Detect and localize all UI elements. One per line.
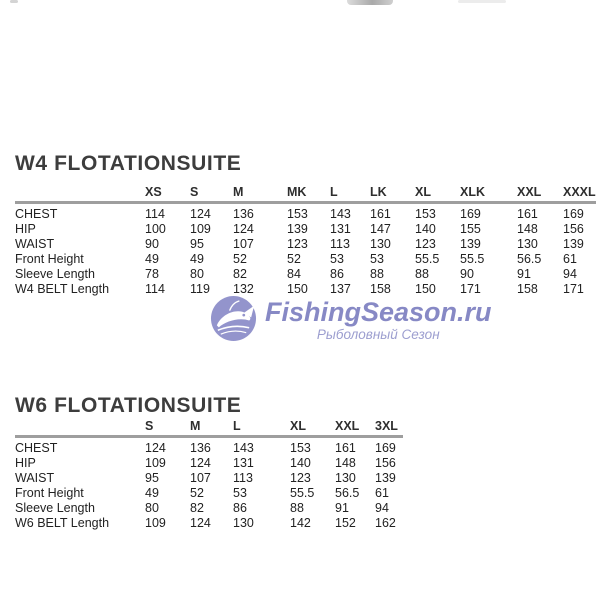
measurement-value: 82: [190, 500, 204, 515]
measurement-value: 55.5: [460, 251, 485, 266]
scan-artifact: [458, 0, 506, 3]
measurement-value: 139: [287, 221, 308, 236]
measurement-value: 55.5: [290, 485, 315, 500]
measurement-value: 131: [233, 455, 254, 470]
measurement-value: 147: [370, 221, 391, 236]
measurement-value: 124: [233, 221, 254, 236]
measurement-value: 148: [335, 455, 356, 470]
measurement-value: 152: [335, 515, 356, 530]
measurement-value: 109: [145, 515, 166, 530]
measurement-row: [15, 237, 596, 252]
measurement-value: 90: [460, 266, 474, 281]
measurement-label: Sleeve Length: [15, 500, 95, 515]
size-column-header: XL: [290, 419, 335, 437]
measurement-value: 123: [415, 236, 436, 251]
measurement-value: 143: [233, 441, 254, 455]
measurement-label: CHEST: [15, 207, 58, 221]
measurement-value: 80: [145, 500, 159, 515]
measurement-value: 150: [415, 281, 436, 296]
measurement-value: 153: [287, 207, 308, 221]
measurement-row: [15, 282, 596, 297]
measurement-value: 169: [460, 207, 481, 221]
measurement-row: [15, 486, 403, 501]
measurement-row: [15, 222, 596, 237]
size-column-header: S: [190, 185, 233, 203]
scan-artifact: [347, 0, 393, 5]
measurement-value: 86: [233, 500, 247, 515]
measurement-value: 132: [233, 281, 254, 296]
w4-size-table: [15, 185, 596, 296]
measurement-row: [15, 456, 403, 471]
measurement-value: 119: [190, 281, 210, 296]
measurement-row: [15, 267, 596, 282]
measurement-value: 52: [287, 251, 301, 266]
measurement-value: 90: [145, 236, 159, 251]
measurement-value: 124: [145, 441, 166, 455]
w6-size-table: [15, 419, 403, 530]
measurement-value: 123: [287, 236, 308, 251]
measurement-value: 95: [190, 236, 204, 251]
measurement-value: 109: [145, 455, 166, 470]
measurement-value: 84: [287, 266, 301, 281]
size-column-header: XLK: [460, 185, 517, 203]
measurement-value: 162: [375, 515, 396, 530]
measurement-value: 161: [517, 207, 538, 221]
size-column-header: XS: [145, 185, 190, 203]
measurement-label: HIP: [15, 455, 36, 470]
measurement-row: [15, 252, 596, 267]
size-column-header: M: [190, 419, 233, 437]
measurement-value: 139: [375, 470, 396, 485]
row-label-header: [15, 185, 145, 203]
measurement-value: 52: [190, 485, 204, 500]
measurement-value: 150: [287, 281, 308, 296]
w6-section-title: W6 FLOTATIONSUITE: [15, 394, 242, 417]
measurement-value: 155: [460, 221, 481, 236]
size-column-header: L: [330, 185, 370, 203]
measurement-label: WAIST: [15, 236, 55, 251]
measurement-value: 91: [517, 266, 531, 281]
measurement-value: 156: [563, 221, 584, 236]
measurement-label: Front Height: [15, 485, 84, 500]
scan-artifact: [10, 0, 18, 3]
measurement-label: CHEST: [15, 441, 58, 455]
measurement-value: 107: [233, 236, 254, 251]
measurement-value: 139: [563, 236, 584, 251]
measurement-value: 158: [517, 281, 538, 296]
measurement-value: 130: [370, 236, 391, 251]
measurement-value: 142: [290, 515, 311, 530]
measurement-value: 136: [233, 207, 254, 221]
measurement-value: 56.5: [517, 251, 542, 266]
measurement-row: [15, 516, 403, 531]
measurement-value: 169: [375, 441, 396, 455]
measurement-label: Front Height: [15, 251, 84, 266]
watermark: [210, 295, 492, 347]
measurement-value: 82: [233, 266, 247, 281]
measurement-value: 113: [330, 236, 350, 251]
measurement-value: 88: [415, 266, 429, 281]
measurement-value: 49: [190, 251, 204, 266]
measurement-row: [15, 437, 403, 456]
measurement-row: [15, 471, 403, 486]
watermark-brand: FishingSeason.ru: [265, 297, 492, 327]
measurement-value: 140: [415, 221, 436, 236]
measurement-row: [15, 203, 596, 222]
watermark-subtitle: Рыболовный Сезон: [316, 327, 440, 342]
size-column-header: S: [145, 419, 190, 437]
measurement-value: 148: [517, 221, 538, 236]
size-column-header: LK: [370, 185, 415, 203]
measurement-value: 53: [370, 251, 384, 266]
measurement-value: 124: [190, 455, 211, 470]
measurement-value: 137: [330, 281, 351, 296]
size-column-header: XXL: [335, 419, 375, 437]
measurement-value: 109: [190, 221, 211, 236]
measurement-value: 61: [563, 251, 577, 266]
measurement-value: 61: [375, 485, 389, 500]
measurement-label: W4 BELT Length: [15, 281, 110, 296]
measurement-value: 131: [330, 221, 351, 236]
measurement-value: 139: [460, 236, 481, 251]
measurement-value: 114: [145, 207, 165, 221]
measurement-value: 52: [233, 251, 247, 266]
measurement-value: 107: [190, 470, 211, 485]
measurement-value: 123: [290, 470, 311, 485]
measurement-value: 169: [563, 207, 584, 221]
measurement-value: 171: [460, 281, 481, 296]
measurement-value: 78: [145, 266, 159, 281]
measurement-value: 130: [335, 470, 356, 485]
measurement-value: 53: [233, 485, 247, 500]
size-column-header: XXL: [517, 185, 563, 203]
measurement-value: 140: [290, 455, 311, 470]
measurement-value: 100: [145, 221, 166, 236]
measurement-value: 130: [517, 236, 538, 251]
measurement-value: 56.5: [335, 485, 360, 500]
measurement-value: 91: [335, 500, 349, 515]
size-column-header: L: [233, 419, 290, 437]
fish-globe-icon: [210, 295, 257, 347]
measurement-value: 55.5: [415, 251, 440, 266]
measurement-value: 88: [290, 500, 304, 515]
measurement-value: 158: [370, 281, 391, 296]
measurement-value: 53: [330, 251, 344, 266]
measurement-value: 130: [233, 515, 254, 530]
measurement-value: 95: [145, 470, 159, 485]
size-column-header: XXXL: [563, 185, 596, 203]
size-column-header: XL: [415, 185, 460, 203]
measurement-value: 156: [375, 455, 396, 470]
measurement-value: 124: [190, 515, 211, 530]
measurement-value: 49: [145, 485, 159, 500]
measurement-label: WAIST: [15, 470, 55, 485]
measurement-value: 136: [190, 441, 211, 455]
measurement-value: 113: [233, 470, 253, 485]
size-column-header: M: [233, 185, 287, 203]
size-column-header: MK: [287, 185, 330, 203]
measurement-value: 114: [145, 281, 165, 296]
measurement-value: 153: [415, 207, 436, 221]
measurement-value: 49: [145, 251, 159, 266]
row-label-header: [15, 419, 145, 437]
measurement-value: 143: [330, 207, 351, 221]
measurement-label: HIP: [15, 221, 36, 236]
measurement-value: 161: [335, 441, 356, 455]
measurement-value: 171: [563, 281, 584, 296]
measurement-value: 94: [375, 500, 389, 515]
measurement-value: 88: [370, 266, 384, 281]
measurement-value: 86: [330, 266, 344, 281]
measurement-label: W6 BELT Length: [15, 515, 110, 530]
measurement-label: Sleeve Length: [15, 266, 95, 281]
size-column-header: 3XL: [375, 419, 403, 437]
measurement-value: 153: [290, 441, 311, 455]
measurement-row: [15, 501, 403, 516]
w4-section-title: W4 FLOTATIONSUITE: [15, 152, 242, 175]
measurement-value: 124: [190, 207, 211, 221]
measurement-value: 161: [370, 207, 391, 221]
measurement-value: 80: [190, 266, 204, 281]
measurement-value: 94: [563, 266, 577, 281]
